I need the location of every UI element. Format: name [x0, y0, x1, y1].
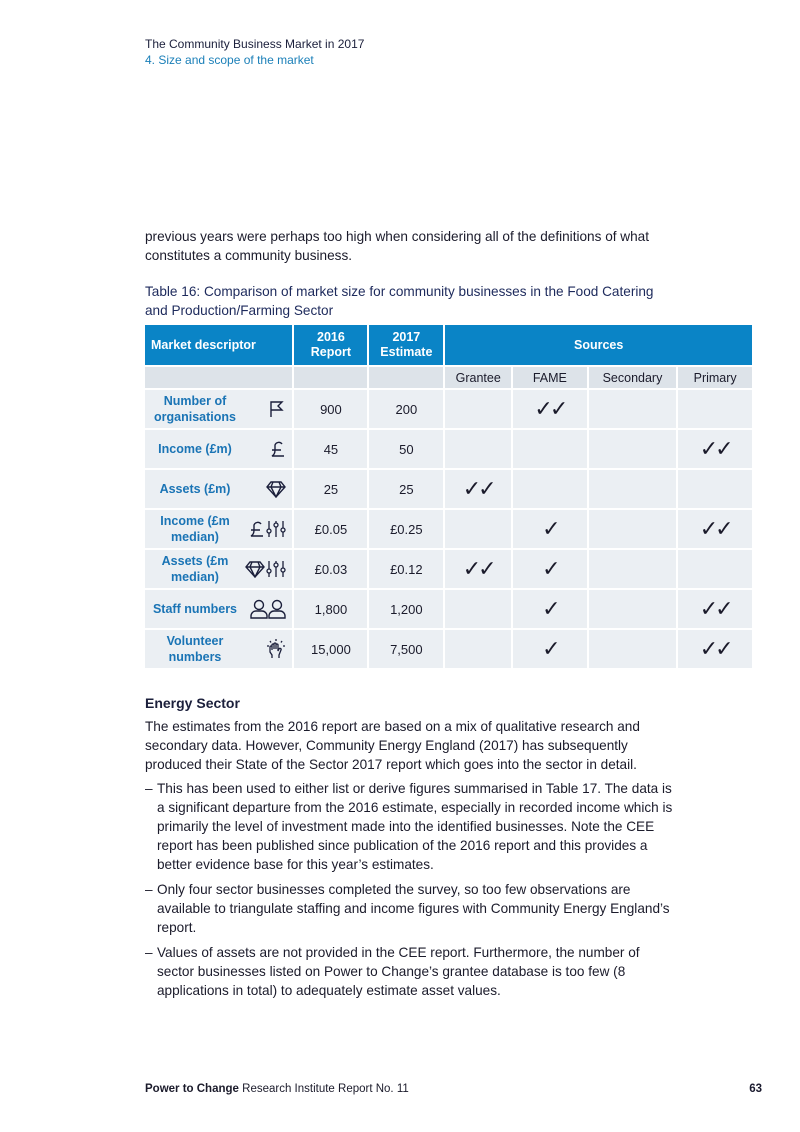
source-primary-check: ✓✓ — [678, 430, 752, 468]
subheader-grantee: Grantee — [445, 367, 511, 388]
source-fame-check: ✓ — [513, 590, 587, 628]
header-2016-report: 2016 Report — [294, 325, 367, 365]
source-fame-check: ✓ — [513, 550, 587, 588]
table-caption: Table 16: Comparison of market size for community businesses in the Food Catering and Production/Farming Sector — [145, 284, 654, 318]
bullet-text: Values of assets are not provided in the CEE report. Furthermore, the number of sector businesses listed on Power to Change’s grantee database is too few (8 applications in total) to adequately estimate asset values. — [157, 945, 640, 998]
value-2016: 15,000 — [294, 630, 367, 668]
table-row — [145, 630, 752, 668]
bullet-marker: – — [145, 945, 153, 960]
source-grantee-check — [445, 510, 511, 548]
value-2017: £0.25 — [369, 510, 443, 548]
section-title: 4. Size and scope of the market — [145, 53, 314, 67]
market-size-table — [143, 323, 754, 670]
source-secondary-check — [589, 590, 677, 628]
row-label: Staff numbers — [152, 602, 238, 616]
source-grantee-check: ✓✓ — [445, 550, 511, 588]
list-item — [145, 880, 680, 937]
value-2016: £0.03 — [294, 550, 367, 588]
bullet-marker: – — [145, 781, 153, 796]
value-2017: 1,200 — [369, 590, 443, 628]
value-2017: 200 — [369, 390, 443, 428]
footer-brand: Power to Change — [145, 1083, 239, 1095]
value-2017: £0.12 — [369, 550, 443, 588]
subheader-fame: FAME — [513, 367, 587, 388]
table-row — [145, 550, 752, 588]
source-fame-check: ✓ — [513, 630, 587, 668]
source-secondary-check — [589, 390, 677, 428]
row-label: Income (£m median) — [160, 514, 230, 544]
running-head — [145, 36, 364, 68]
source-secondary-check — [589, 630, 677, 668]
source-primary-check: ✓✓ — [678, 590, 752, 628]
header-market-descriptor: Market descriptor — [145, 325, 292, 365]
value-2016: 25 — [294, 470, 367, 508]
row-label: Income (£m) — [158, 442, 232, 456]
source-grantee-check — [445, 630, 511, 668]
source-secondary-check — [589, 550, 677, 588]
source-fame-check — [513, 470, 587, 508]
source-fame-check — [513, 430, 587, 468]
flag-icon — [268, 400, 286, 418]
value-2017: 25 — [369, 470, 443, 508]
value-2016: 900 — [294, 390, 367, 428]
subheader-blank — [294, 367, 367, 388]
diamond-sliders-icon — [245, 559, 286, 579]
row-label: Assets (£m) — [159, 482, 231, 496]
source-grantee-check — [445, 390, 511, 428]
list-item — [145, 943, 680, 1000]
row-label: Volunteer numbers — [166, 634, 224, 664]
pound-icon — [270, 439, 286, 459]
subheader-secondary: Secondary — [589, 367, 677, 388]
footer-report-name: Research Institute Report No. 11 — [242, 1083, 409, 1095]
source-primary-check — [678, 390, 752, 428]
page-number: 63 — [749, 1083, 762, 1095]
bullet-marker: – — [145, 882, 153, 897]
table-row — [145, 390, 752, 428]
source-primary-check: ✓✓ — [678, 630, 752, 668]
header-2017-estimate: 2017 Estimate — [369, 325, 443, 365]
header-sources: Sources — [445, 325, 752, 365]
table-row — [145, 510, 752, 548]
source-fame-check: ✓✓ — [513, 390, 587, 428]
document-title: The Community Business Market in 2017 — [145, 37, 365, 51]
subheader-primary: Primary — [678, 367, 752, 388]
row-label: Number of organisations — [154, 394, 236, 424]
source-primary-check — [678, 470, 752, 508]
diamond-icon — [266, 480, 286, 498]
source-secondary-check — [589, 470, 677, 508]
value-2016: £0.05 — [294, 510, 367, 548]
table-row — [145, 590, 752, 628]
subheader-blank — [145, 367, 292, 388]
page-footer — [145, 1083, 762, 1095]
energy-bullet-list — [145, 779, 680, 1006]
source-fame-check: ✓ — [513, 510, 587, 548]
list-item — [145, 779, 680, 874]
table-row — [145, 470, 752, 508]
source-secondary-check — [589, 510, 677, 548]
pound-sliders-icon — [249, 519, 286, 539]
value-2016: 1,800 — [294, 590, 367, 628]
source-grantee-check — [445, 590, 511, 628]
bullet-text: Only four sector businesses completed the survey, so too few observations are available to triangulate staffing and income figures with Community Energy England’s report. — [157, 882, 670, 935]
intro-paragraph: previous years were perhaps too high when considering all of the definitions of what constitutes a community business. — [145, 229, 650, 263]
value-2017: 7,500 — [369, 630, 443, 668]
source-secondary-check — [589, 430, 677, 468]
subheader-blank — [369, 367, 443, 388]
people-icon — [250, 599, 286, 619]
source-primary-check: ✓✓ — [678, 510, 752, 548]
energy-paragraph: The estimates from the 2016 report are based on a mix of qualitative research and secondary data. However, Community Energy England (2017) has subsequently produced their State of the Sector 2017 report which goes into the sector in detail. — [145, 719, 640, 772]
bullet-text: This has been used to either list or derive figures summarised in Table 17. The data is a significant departure from the 2016 estimate, especially in recorded income which is primarily the level of investment made into the identified businesses. Note the CEE report has been published since publication of the 2016 report and this provides a better evidence base for this year’s estimates. — [157, 781, 673, 872]
value-2017: 50 — [369, 430, 443, 468]
table-row — [145, 430, 752, 468]
raised-hand-icon — [266, 638, 286, 660]
row-label: Assets (£m median) — [161, 554, 229, 584]
source-grantee-check — [445, 430, 511, 468]
source-grantee-check: ✓✓ — [445, 470, 511, 508]
value-2016: 45 — [294, 430, 367, 468]
source-primary-check — [678, 550, 752, 588]
section-heading-energy: Energy Sector — [145, 695, 240, 711]
